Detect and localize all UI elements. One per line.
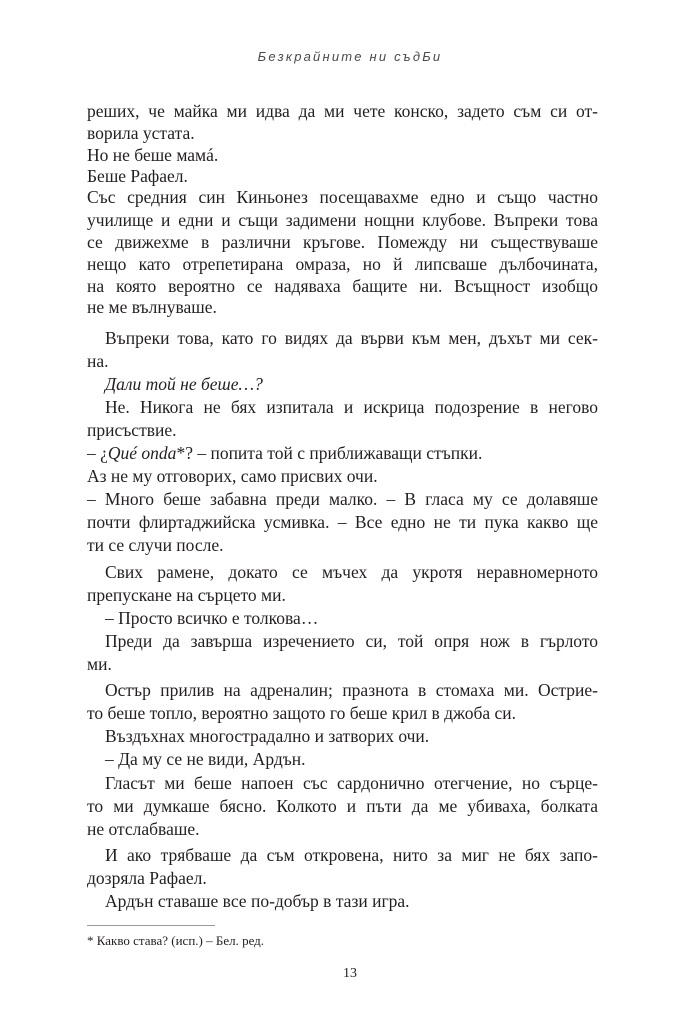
text-line: Остър прилив на адреналин; празнота в стомаха ми. Острие- — [105, 680, 598, 700]
text-line: Преди да завърша изречението си, той опря нож в гърлото — [105, 631, 598, 651]
text-line: на. — [87, 351, 109, 371]
text-line: присъствие. — [87, 420, 177, 440]
text-line: – Много беше забавна преди малко. – В гласа му се долавяше — [87, 489, 598, 509]
dialogue-dash: – ¿ — [87, 443, 108, 463]
page-number: 13 — [343, 966, 357, 981]
text-line: препускане на сърцето ми. — [87, 585, 286, 605]
text-line: Гласът ми беше напоен със сардонично отегчение, но сърце- — [105, 773, 598, 793]
text-line: почти флиртаджийска усмивка. – Все едно не ти пука какво ще — [87, 512, 598, 532]
text-line: училище и едни и същи задимени нощни клубове. Въпреки това — [87, 210, 598, 230]
text-line: ворила устата. — [87, 123, 195, 143]
text-line: ти се случи после. — [87, 535, 224, 555]
text-line: – Да му се не види, Ардън. — [105, 749, 306, 769]
text-line: Със средния син Киньонез посещавахме едно и също частно — [87, 187, 598, 207]
text-line: нещо като отрепетирана омраза, но й липсваше дълбочината, — [87, 254, 598, 274]
text-line: на която вероятно се надяваха бащите ни. Всъщност изобщо — [87, 276, 598, 296]
text-line: дозряла Рафаел. — [87, 868, 207, 888]
text-line: то ми думкаше бясно. Колкото и пъти да ме убиваха, болката — [87, 796, 598, 816]
text-line: – Просто всичко е толкова… — [105, 608, 319, 628]
text-line: И ако трябваше да съм откровена, нито за миг не бях запо- — [105, 845, 598, 865]
running-header: Безкрайните ни съдБи — [257, 49, 443, 64]
text-line: то беше топло, вероятно защото го беше крил в джоба си. — [87, 703, 517, 723]
text-line: не ме вълнуваше. — [87, 297, 217, 317]
text-line: Не. Никога не бях изпитала и искрица подозрение в негово — [105, 397, 598, 417]
footnote-text: * Какво става? (исп.) – Бел. ред. — [87, 933, 265, 948]
text-line: Свих рамене, докато се мъчех да укротя неравномерното — [105, 562, 598, 582]
text-line: Въздъхнах многострадално и затворих очи. — [105, 726, 430, 746]
text-line: Аз не му отговорих, само присвих очи. — [87, 466, 378, 486]
text-line: ми. — [87, 654, 112, 674]
text-line: се движехме в различни кръгове. Помежду ни съществуваше — [87, 232, 598, 252]
text-line: Но не беше мамá. — [87, 145, 219, 165]
italic-text-line: Дали той не беше…? — [105, 374, 263, 394]
text-line: Беше Рафаел. — [87, 166, 188, 186]
text-segment: *? – попита той с приближаващи стъпки. — [176, 443, 483, 463]
text-line: Ардън ставаше все по-добър в тази игра. — [105, 891, 410, 911]
text-line: не отслабваше. — [87, 819, 200, 839]
text-line: Въпреки това, като го видях да върви към мен, дъхът ми сек- — [105, 328, 598, 348]
text-line: реших, че майка ми идва да ми чете конско, задето съм си от- — [87, 101, 598, 121]
foreign-phrase: Qué onda — [107, 443, 177, 463]
text-line-with-foreign-phrase — [87, 442, 598, 464]
footnote-rule — [87, 925, 215, 926]
